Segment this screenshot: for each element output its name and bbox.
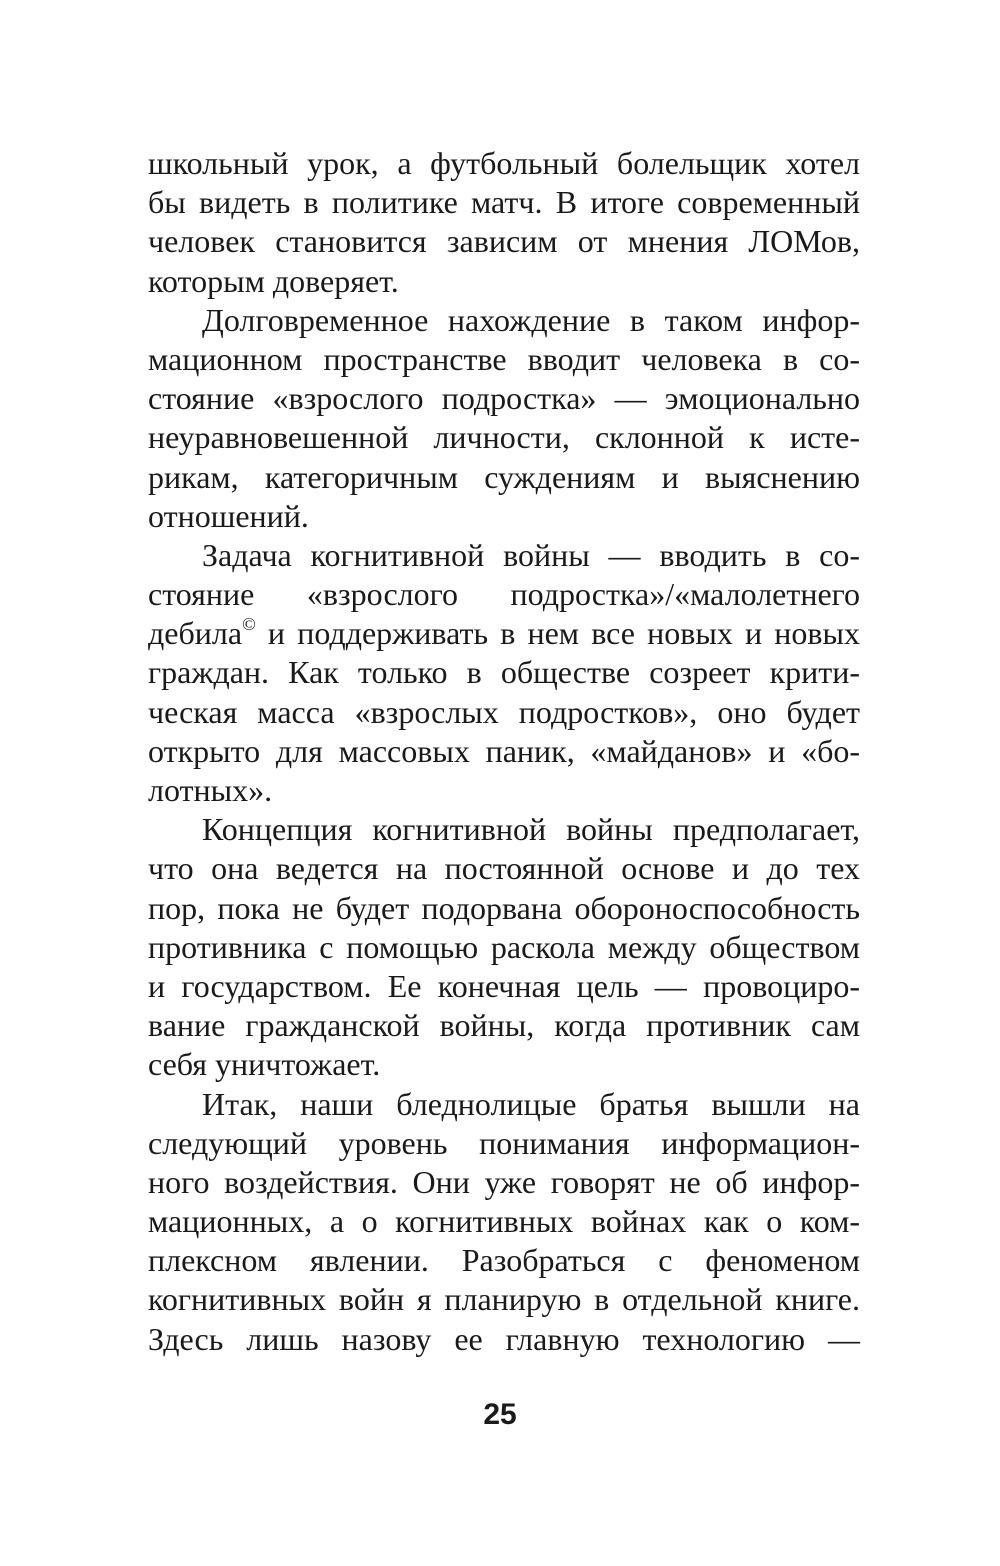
copyright-mark: © bbox=[242, 614, 256, 635]
text-line: мационном пространстве вводит человека в со- bbox=[148, 340, 860, 377]
body-text bbox=[148, 144, 860, 1359]
text-line: плексном явлении. Разобраться с феноменом bbox=[148, 1242, 860, 1279]
text-line: Здесь лишь назову ее главную технологию — bbox=[148, 1320, 860, 1357]
text-line: пор, пока не будет подорвана обороноспособность bbox=[148, 889, 860, 926]
text-line: вание гражданской войны, когда противник сам bbox=[148, 1007, 860, 1044]
text-line: стояние «взрослого подростка»/«малолетнего bbox=[148, 576, 860, 613]
text-line: следующий уровень понимания информацион- bbox=[148, 1124, 860, 1161]
text-line: Итак, наши бледнолицые братья вышли на bbox=[202, 1085, 860, 1122]
text-line: неуравновешенной личности, склонной к исте- bbox=[148, 419, 860, 456]
text-line: отношений. bbox=[148, 497, 309, 534]
text-line: Концепция когнитивной войны предполагает, bbox=[202, 811, 860, 848]
text-fragment: дебила bbox=[148, 615, 243, 652]
text-line: граждан. Как только в обществе созреет крити- bbox=[148, 654, 860, 691]
text-line: что она ведется на постоянной основе и до тех bbox=[148, 850, 860, 887]
text-line: лотных». bbox=[148, 772, 273, 808]
text-line: которым доверяет. bbox=[148, 262, 399, 299]
text-line: противника с помощью раскола между обществом bbox=[148, 928, 860, 965]
text-line: Долговременное нахождение в таком инфор- bbox=[202, 301, 860, 338]
text-line: школьный урок, а футбольный болельщик хотел bbox=[148, 145, 860, 181]
text-line: Задача когнитивной войны — вводить в со- bbox=[202, 536, 860, 573]
text-line: открыто для массовых паник, «майданов» и «бо- bbox=[148, 732, 860, 769]
text-line: когнитивных войн я планирую в отдельной книге. bbox=[148, 1281, 860, 1318]
page-number: 25 bbox=[483, 1398, 517, 1431]
text-line: ного воздействия. Они уже говорят не об инфор- bbox=[148, 1163, 860, 1200]
text-line: мационных, а о когнитивных войнах как о ком- bbox=[148, 1203, 860, 1240]
text-line: и государством. Ее конечная цель — провоциро- bbox=[148, 967, 860, 1004]
text-line: бы видеть в политике матч. В итоге современный bbox=[148, 184, 860, 221]
text-line bbox=[148, 614, 860, 653]
text-line: стояние «взрослого подростка» — эмоционально bbox=[148, 380, 860, 417]
text-line: человек становится зависим от мнения ЛОМов, bbox=[148, 223, 860, 260]
text-line: себя уничтожает. bbox=[148, 1046, 381, 1083]
text-line: ческая масса «взрослых подростков», оно будет bbox=[148, 693, 860, 730]
text-fragment: и поддерживать в нем все новых и новых bbox=[267, 615, 861, 652]
text-line: рикам, категоричным суждениям и выяснению bbox=[148, 458, 860, 495]
